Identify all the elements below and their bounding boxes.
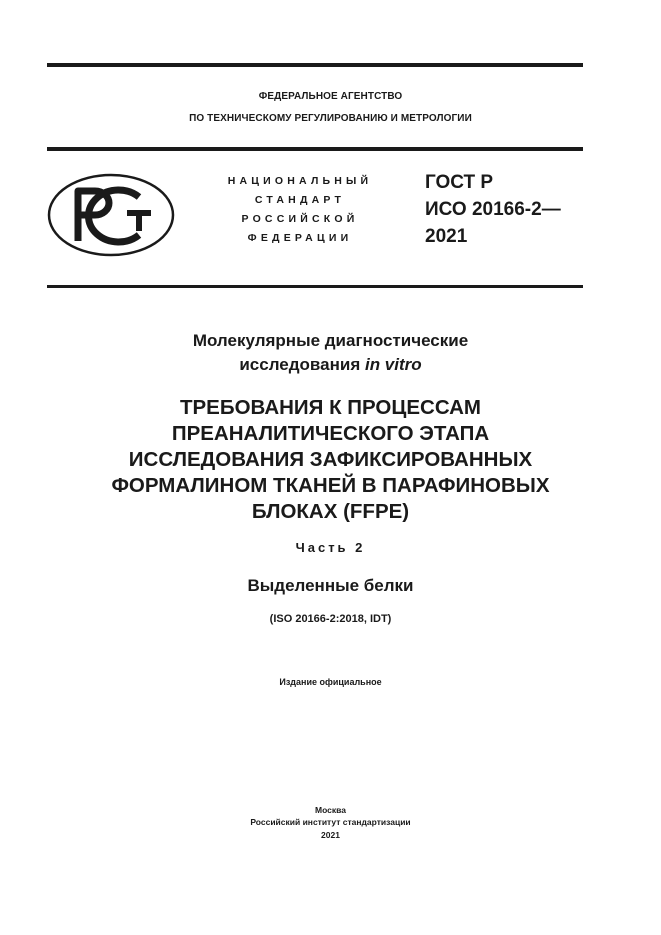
part-label: Часть 2 [295, 540, 366, 555]
national-standard-line-4: ФЕДЕРАЦИИ [247, 232, 353, 244]
national-standard-line-2: СТАНДАРТ [254, 194, 346, 206]
subtitle-line-1: Молекулярные диагностические [192, 331, 469, 350]
title-line-4: ФОРМАЛИНОМ ТКАНЕЙ В ПАРАФИНОВЫХ [111, 474, 550, 497]
national-standard-line-3: РОССИЙСКОЙ [241, 213, 359, 225]
header-bottom-rule [47, 147, 583, 151]
publisher-year: 2021 [321, 830, 340, 840]
subtitle-italic: in vitro [364, 355, 422, 374]
iso-reference: (ISO 20166-2:2018, IDT) [269, 613, 392, 625]
publisher-institute: Российский институт стандартизации [250, 817, 411, 827]
publisher-city: Москва [315, 805, 346, 815]
standard-designation-line-3: 2021 [425, 226, 468, 247]
standard-designation-line-2: ИСО 20166-2— [425, 199, 561, 220]
agency-line-2: ПО ТЕХНИЧЕСКОМУ РЕГУЛИРОВАНИЮ И МЕТРОЛОГИИ [189, 113, 472, 124]
title-line-2: ПРЕАНАЛИТИЧЕСКОГО ЭТАПА [171, 422, 490, 445]
subtitle-line-2-prefix: исследования [239, 355, 365, 374]
part-subtitle: Выделенные белки [247, 576, 414, 595]
title-line-3: ИССЛЕДОВАНИЯ ЗАФИКСИРОВАННЫХ [128, 448, 533, 471]
top-rule [47, 63, 583, 67]
title-line-1: ТРЕБОВАНИЯ К ПРОЦЕССАМ [179, 396, 482, 419]
edition-label: Издание официальное [279, 677, 382, 687]
block-bottom-rule [47, 285, 583, 288]
subtitle-line-2 [0, 355, 661, 375]
agency-line-1: ФЕДЕРАЛЬНОЕ АГЕНТСТВО [258, 91, 403, 102]
national-standard-line-1: НАЦИОНАЛЬНЫЙ [227, 175, 373, 187]
standard-designation-line-1: ГОСТ Р [425, 172, 494, 193]
rst-gost-emblem-icon [47, 173, 175, 257]
title-line-5: БЛОКАХ (FFPE) [251, 500, 410, 523]
